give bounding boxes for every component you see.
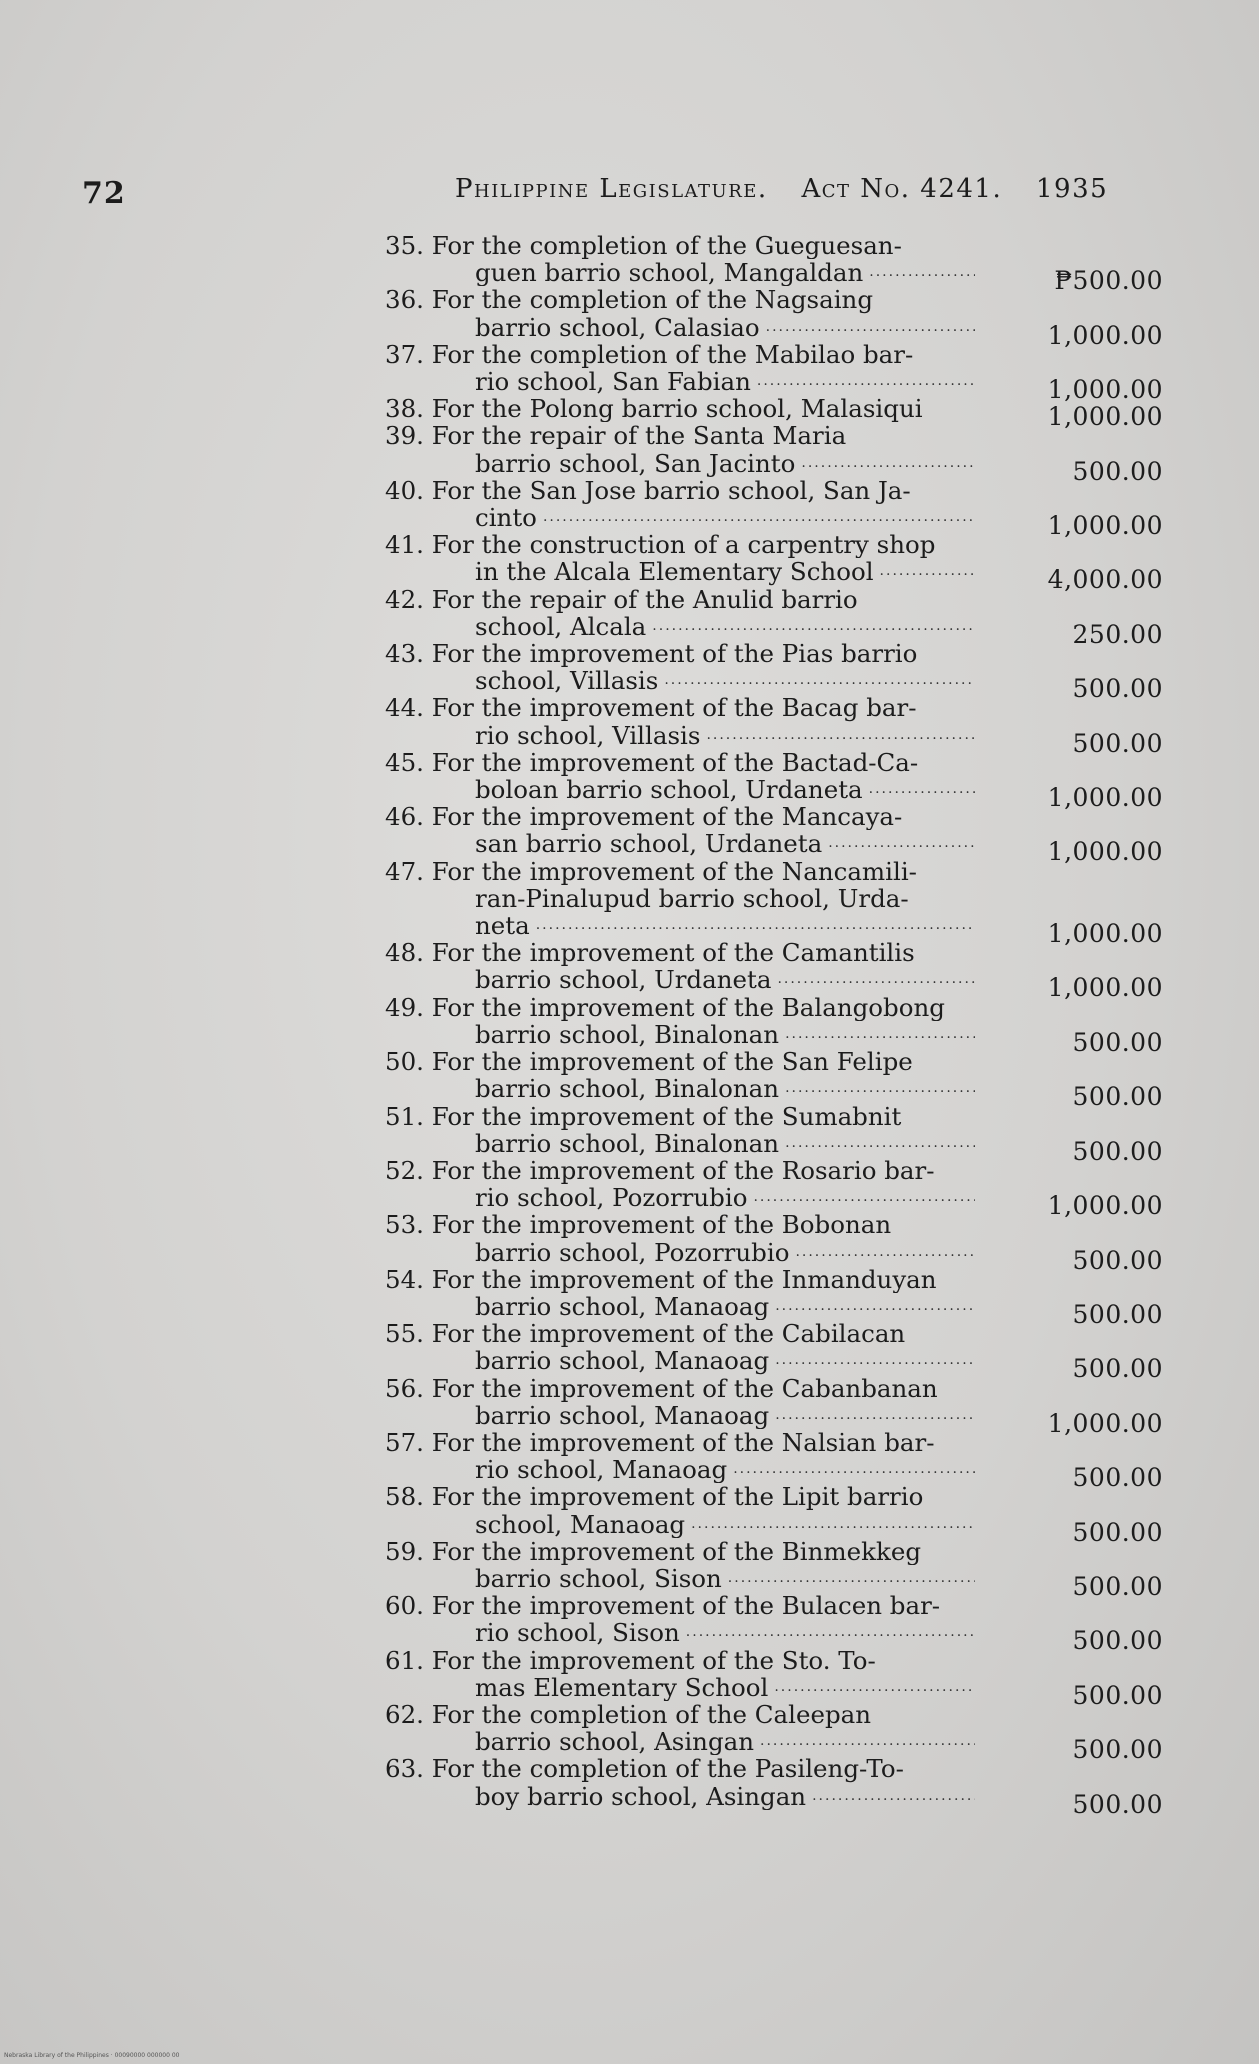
list-item <box>385 1048 1175 1112</box>
list-item <box>385 748 1175 813</box>
item-line: barrio school, Manaoag <box>475 1292 770 1321</box>
dot-leader <box>777 966 975 993</box>
item-line: barrio school, Calasiao <box>475 313 760 341</box>
list-item <box>385 1483 1175 1547</box>
item-description <box>385 1375 975 1429</box>
list-item <box>385 476 1175 541</box>
list-item <box>385 1102 1175 1166</box>
item-amount: 1,000.00 <box>1047 783 1163 813</box>
item-line: 41. For the construction of a carpentry shop <box>385 531 936 559</box>
item-line: 50. For the improvement of the San Felipe <box>385 1048 913 1076</box>
item-line: 63. For the completion of the Pasileng-To- <box>385 1755 904 1783</box>
page-number: 72 <box>82 176 126 211</box>
item-line: boy barrio school, Asingan <box>475 1782 807 1810</box>
item-line: 52. For the improvement of the Rosario bar- <box>385 1156 935 1185</box>
dot-leader <box>664 667 975 694</box>
item-line: 39. For the repair of the Santa Maria <box>385 422 847 450</box>
item-line: school, Villasis <box>475 667 659 695</box>
list-item <box>385 1320 1175 1384</box>
item-amount: 250.00 <box>1072 619 1163 649</box>
list-item <box>385 694 1175 758</box>
item-amount: 1,000.00 <box>1047 1408 1163 1438</box>
item-amount: 500.00 <box>1072 674 1163 704</box>
item-description <box>385 858 975 940</box>
item-line: guen barrio school, Mangaldan <box>475 259 864 287</box>
running-head-year: 1935 <box>1036 174 1109 204</box>
dot-leader <box>691 1511 975 1538</box>
dot-leader <box>775 1293 975 1320</box>
item-line: ran-Pinalupud barrio school, Urda- <box>475 884 909 913</box>
item-line: in the Alcala Elementary School <box>475 558 874 586</box>
dot-leader <box>536 912 975 939</box>
item-amount: 500.00 <box>1072 1354 1163 1384</box>
item-description <box>385 395 975 422</box>
item-line: 48. For the improvement of the Camantilis <box>385 939 915 967</box>
item-line: 61. For the improvement of the Sto. To- <box>385 1646 876 1674</box>
list-item <box>385 1265 1175 1329</box>
item-line: 60. For the improvement of the Bulacen bar- <box>385 1592 941 1620</box>
item-line: 51. For the improvement of the Sumabnit <box>385 1102 902 1130</box>
item-description <box>385 694 975 748</box>
item-line: rio school, Villasis <box>475 721 701 749</box>
item-line: san barrio school, Urdaneta <box>475 830 823 858</box>
dot-leader <box>652 613 975 640</box>
dot-leader <box>543 504 975 531</box>
item-description <box>385 531 975 585</box>
item-description <box>385 232 975 286</box>
item-description <box>385 1048 975 1102</box>
item-line: barrio school, Binalonan <box>475 1075 780 1103</box>
list-item <box>385 857 1175 949</box>
item-amount: 1,000.00 <box>1047 511 1163 541</box>
item-line: barrio school, Manaoag <box>475 1401 770 1429</box>
dot-leader <box>869 259 975 286</box>
item-line: 42. For the repair of the Anulid barrio <box>385 585 858 613</box>
item-description <box>385 1538 975 1592</box>
item-line: 35. For the completion of the Gueguesan- <box>385 232 902 260</box>
list-item <box>385 1592 1175 1656</box>
item-description <box>385 1701 975 1755</box>
item-description <box>385 1320 975 1374</box>
item-amount: 500.00 <box>1072 1082 1163 1112</box>
list-item <box>385 1646 1175 1710</box>
item-line: 55. For the improvement of the Cabilacan <box>385 1320 906 1348</box>
dot-leader <box>774 1674 975 1701</box>
item-line: 49. For the improvement of the Balangobong <box>385 993 945 1021</box>
item-line: barrio school, Asingan <box>475 1728 755 1756</box>
running-head <box>455 174 1109 204</box>
dot-leader <box>766 314 975 341</box>
item-line: 43. For the improvement of the Pias barrio <box>385 640 918 668</box>
item-amount: 500.00 <box>1072 456 1163 486</box>
item-amount: 1,000.00 <box>1047 837 1163 867</box>
dot-leader <box>753 1184 975 1211</box>
item-line: 44. For the improvement of the Bacag bar- <box>385 694 917 722</box>
item-description <box>385 422 975 476</box>
running-head-act: Act No. 4241. <box>801 174 1003 204</box>
item-amount: 1,000.00 <box>1047 402 1163 432</box>
item-description <box>385 1429 975 1483</box>
item-line: 47. For the improvement of the Nancamili- <box>385 857 917 885</box>
item-amount: 500.00 <box>1072 1517 1163 1547</box>
item-description <box>385 286 975 340</box>
item-description <box>385 994 975 1048</box>
item-line: barrio school, Sison <box>475 1564 722 1593</box>
item-description <box>385 749 975 803</box>
item-amount: 500.00 <box>1072 728 1163 758</box>
dot-leader <box>869 776 975 803</box>
running-head-title: Philippine Legislature. <box>455 174 768 204</box>
dot-leader <box>828 830 975 857</box>
item-amount: 4,000.00 <box>1047 565 1163 595</box>
item-line: barrio school, Pozorrubio <box>475 1238 790 1266</box>
item-amount: ₱500.00 <box>1054 266 1163 296</box>
item-line: boloan barrio school, Urdaneta <box>475 776 863 804</box>
item-line: 36. For the completion of the Nagsaing <box>385 286 874 314</box>
item-amount: 500.00 <box>1072 1571 1163 1601</box>
item-line: barrio school, San Jacinto <box>475 449 796 477</box>
item-line: 62. For the completion of the Caleepan <box>385 1700 872 1729</box>
list-item <box>385 1537 1175 1601</box>
item-amount: 500.00 <box>1072 1789 1163 1819</box>
item-description <box>385 586 975 640</box>
item-line: barrio school, Binalonan <box>475 1020 780 1049</box>
item-amount: 1,000.00 <box>1047 320 1163 350</box>
dot-leader <box>801 450 975 477</box>
scan-imprint: Nebraska Library of the Philippines · 00090000 000000 00 <box>4 2052 180 2059</box>
item-line: 59. For the improvement of the Binmekkeg <box>385 1537 922 1565</box>
item-line: cinto <box>475 504 537 532</box>
item-description <box>385 1647 975 1701</box>
item-amount: 500.00 <box>1072 1245 1163 1275</box>
item-line: school, Alcala <box>475 612 647 641</box>
list-item <box>385 1374 1175 1438</box>
item-amount: 500.00 <box>1072 1463 1163 1493</box>
item-line: 38. For the Polong barrio school, Malasiqui <box>385 395 923 423</box>
dot-leader <box>760 1728 975 1755</box>
item-description <box>385 1592 975 1646</box>
item-line: 40. For the San Jose barrio school, San Ja- <box>385 476 911 505</box>
item-description <box>385 939 975 993</box>
item-line: 58. For the improvement of the Lipit barrio <box>385 1483 924 1511</box>
item-line: 56. For the improvement of the Cabanbanan <box>385 1374 938 1402</box>
item-amount: 500.00 <box>1072 1299 1163 1329</box>
item-line: mas Elementary School <box>475 1673 769 1701</box>
dot-leader <box>812 1783 975 1810</box>
dot-leader <box>728 1565 975 1592</box>
list-item <box>385 232 1175 296</box>
dot-leader <box>686 1619 975 1646</box>
item-amount: 500.00 <box>1072 1626 1163 1656</box>
item-amount: 1,000.00 <box>1047 375 1163 405</box>
appropriation-list <box>385 232 1175 1819</box>
item-line: rio school, Sison <box>475 1619 680 1647</box>
list-item <box>385 1700 1175 1765</box>
item-description <box>385 1755 975 1809</box>
dot-leader <box>706 722 975 749</box>
item-amount: 500.00 <box>1072 1136 1163 1166</box>
item-amount: 1,000.00 <box>1047 919 1163 949</box>
item-line: rio school, Manaoag <box>475 1456 728 1484</box>
item-description <box>385 341 975 395</box>
item-line: barrio school, Manaoag <box>475 1347 770 1375</box>
item-description <box>385 1266 975 1320</box>
item-description <box>385 1103 975 1157</box>
item-line: school, Manaoag <box>475 1510 686 1538</box>
dot-leader <box>795 1239 975 1266</box>
item-line: 57. For the improvement of the Nalsian bar- <box>385 1428 935 1457</box>
item-line: 53. For the improvement of the Bobonan <box>385 1211 892 1239</box>
item-description <box>385 640 975 694</box>
dot-leader <box>775 1402 975 1429</box>
dot-leader <box>775 1347 975 1374</box>
item-line: 37. For the completion of the Mabilao bar- <box>385 340 914 369</box>
item-line: rio school, San Fabian <box>475 368 751 396</box>
dot-leader <box>733 1456 975 1483</box>
dot-leader <box>757 368 975 395</box>
list-item <box>385 640 1175 704</box>
list-item <box>385 1156 1175 1221</box>
item-line: neta <box>475 912 530 940</box>
item-amount: 1,000.00 <box>1047 1191 1163 1221</box>
item-line: barrio school, Urdaneta <box>475 966 772 994</box>
dot-leader <box>785 1130 975 1157</box>
item-line: 45. For the improvement of the Bactad-Ca- <box>385 748 919 777</box>
item-description <box>385 1483 975 1537</box>
item-amount: 1,000.00 <box>1047 973 1163 1003</box>
item-amount: 500.00 <box>1072 1027 1163 1057</box>
item-amount: 500.00 <box>1072 1680 1163 1710</box>
dot-leader <box>880 558 975 585</box>
item-line: barrio school, Binalonan <box>475 1129 780 1157</box>
dot-leader <box>785 1075 975 1102</box>
dot-leader <box>785 1021 975 1048</box>
item-line: 46. For the improvement of the Mancaya- <box>385 803 903 831</box>
item-line: rio school, Pozorrubio <box>475 1184 748 1212</box>
item-line: 54. For the improvement of the Inmanduyan <box>385 1265 937 1293</box>
item-description <box>385 477 975 531</box>
list-item <box>385 1755 1175 1819</box>
item-amount: 500.00 <box>1072 1735 1163 1765</box>
item-description <box>385 1157 975 1211</box>
item-description <box>385 1211 975 1265</box>
item-description <box>385 803 975 857</box>
